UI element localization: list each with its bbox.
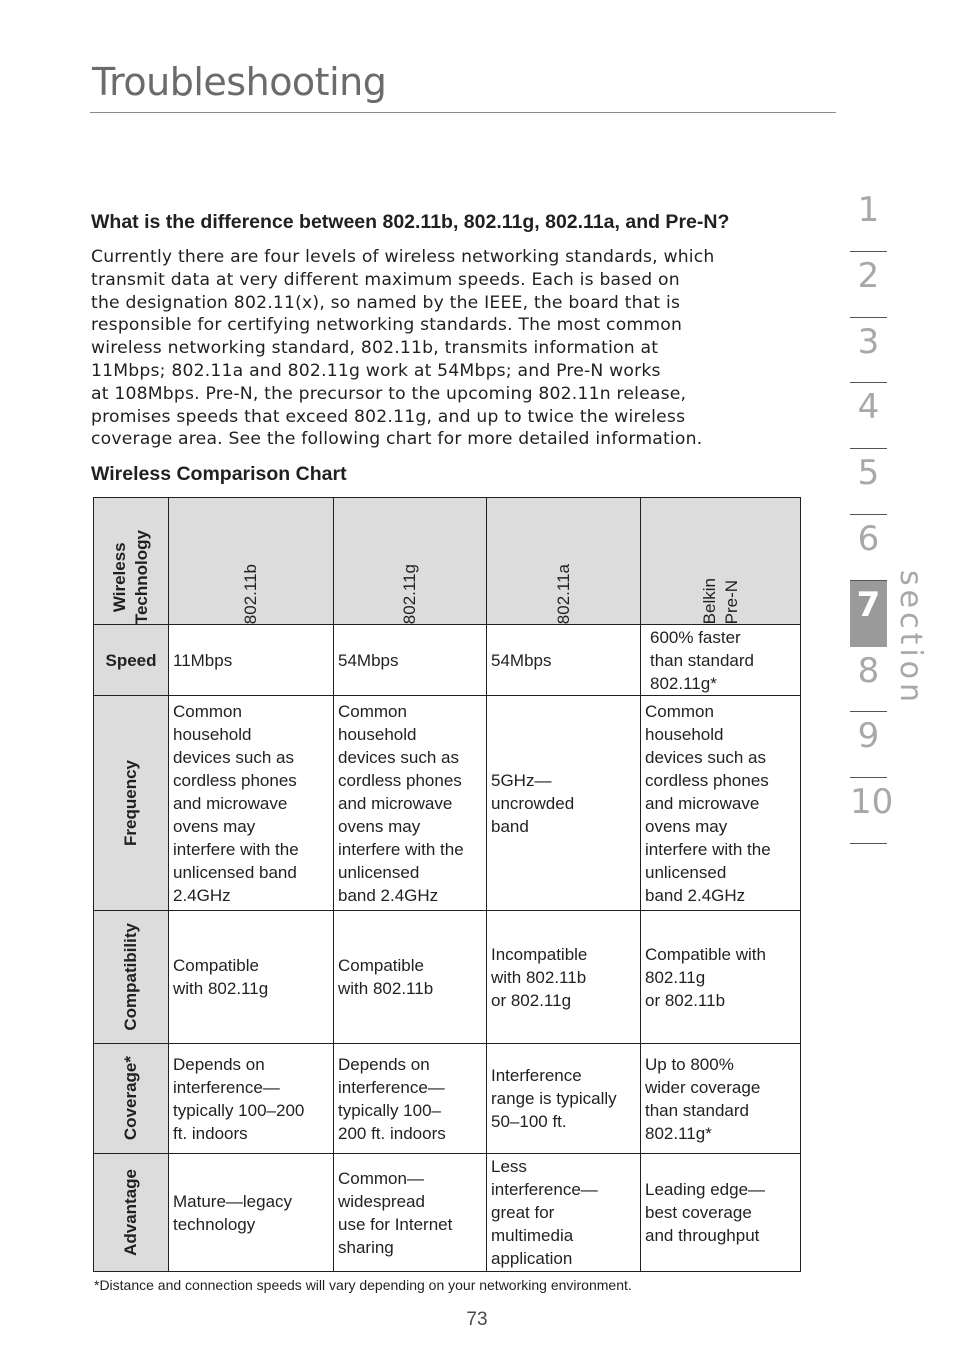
- row-header-compatibility: [94, 911, 169, 1044]
- section-tab-2[interactable]: [850, 252, 887, 318]
- section-nav: [850, 186, 894, 844]
- section-number: 2: [857, 255, 880, 296]
- chart-heading: Wireless Comparison Chart: [91, 463, 347, 485]
- column-header-80211b: [169, 498, 334, 625]
- column-header-label: 802.11g: [400, 563, 419, 624]
- table-cell: Compatible with 802.11g: [169, 911, 334, 1044]
- table-row-coverage: [94, 1044, 801, 1154]
- faq-question: What is the difference between 802.11b, 802.11g, 802.11a, and Pre-N?: [91, 211, 730, 233]
- footnote: *Distance and connection speeds will vary depending on your networking environment.: [94, 1277, 632, 1293]
- table-cell: Common— widespread use for Internet sharing: [334, 1154, 487, 1272]
- column-header-label: 802.11b: [241, 563, 260, 624]
- row-header-label: Coverage*: [121, 1056, 140, 1141]
- table-header-row: [94, 498, 801, 625]
- section-tab-1[interactable]: [850, 186, 887, 252]
- section-divider: [850, 843, 887, 844]
- row-header-label: Frequency: [121, 760, 140, 846]
- section-tab-5[interactable]: [850, 449, 887, 515]
- page-number: 73: [466, 1309, 488, 1330]
- table-row-advantage: [94, 1154, 801, 1272]
- title-divider: [90, 112, 836, 113]
- row-header-label: Compatibility: [121, 923, 140, 1031]
- table-cell: Compatible with 802.11b: [334, 911, 487, 1044]
- row-header-speed: Speed: [94, 625, 169, 696]
- table-cell: Common household devices such as cordless phones and microwave ovens may interfere with the unlicensed band 2.4GHz: [169, 696, 334, 911]
- section-tab-7-active[interactable]: [850, 581, 887, 647]
- section-label: section: [893, 570, 928, 707]
- column-header-label: Belkin Pre-N: [699, 577, 741, 624]
- section-tab-3[interactable]: [850, 318, 887, 384]
- table-row-speed: [94, 625, 801, 696]
- section-number: 1: [857, 190, 880, 230]
- table-cell: Depends on interference— typically 100–200 ft. indoors: [169, 1044, 334, 1154]
- table-cell: Mature—legacy technology: [169, 1154, 334, 1272]
- table-cell: 54Mbps: [334, 625, 487, 696]
- table-cell: Depends on interference— typically 100– 200 ft. indoors: [334, 1044, 487, 1154]
- section-number: 3: [857, 321, 880, 362]
- table-cell: Less interference— great for multimedia application: [487, 1154, 641, 1272]
- table-cell: Up to 800% wider coverage than standard 802.11g*: [641, 1044, 801, 1154]
- table-cell: Interference range is typically 50–100 ft.: [487, 1044, 641, 1154]
- section-tab-6[interactable]: [850, 515, 887, 581]
- column-header-80211a: [487, 498, 641, 625]
- row-header-advantage: [94, 1154, 169, 1272]
- table-cell: Incompatible with 802.11b or 802.11g: [487, 911, 641, 1044]
- table-cell: Leading edge— best coverage and throughput: [641, 1154, 801, 1272]
- section-number: 10: [850, 782, 894, 823]
- section-tab-9[interactable]: [850, 712, 887, 778]
- column-header-label: 802.11a: [553, 563, 573, 624]
- section-number: 5: [857, 453, 880, 494]
- column-header-pre-n: [641, 498, 801, 625]
- row-header-frequency: [94, 696, 169, 911]
- table-cell: Compatible with 802.11g or 802.11b: [641, 911, 801, 1044]
- row-header-label: Advantage: [121, 1169, 140, 1256]
- answer-paragraph: Currently there are four levels of wireless networking standards, which transmit data at very different maximum speeds. Each is based on the designation 802.11(x), so named by the IEEE, the board that is responsible for certifying networking standards. The most common wireless networking standard, 802.11b, transmits information at 11Mbps; 802.11a and 802.11g work at 54Mbps; and Pre-N works at 108Mbps. Pre-N, the precursor to the upcoming 802.11n release, promises speeds that exceed 802.11g, and up to twice the wireless coverage area. See the following chart for more detailed information.: [91, 247, 715, 450]
- wireless-comparison-table: [93, 497, 801, 1272]
- section-tab-10[interactable]: [850, 778, 894, 844]
- section-number: 9: [857, 716, 880, 757]
- table-cell: 5GHz— uncrowded band: [487, 696, 641, 911]
- table-cell: Common household devices such as cordless phones and microwave ovens may interfere with the unlicensed band 2.4GHz: [641, 696, 801, 911]
- table-cell: 54Mbps: [487, 625, 641, 696]
- section-tab-8[interactable]: [850, 647, 887, 713]
- page-title: Troubleshooting: [92, 60, 387, 104]
- table-cell: 11Mbps: [169, 625, 334, 696]
- section-number: 8: [857, 650, 880, 691]
- corner-header-label: Wireless Technology: [110, 529, 151, 624]
- table-cell: 600% faster than standard 802.11g*: [641, 625, 801, 696]
- section-number: 7: [856, 584, 881, 625]
- column-header-80211g: [334, 498, 487, 625]
- section-number: 6: [857, 518, 880, 559]
- table-row-compatibility: [94, 911, 801, 1044]
- section-tab-4[interactable]: [850, 383, 887, 449]
- row-header-coverage: [94, 1044, 169, 1154]
- table-cell: Common household devices such as cordless phones and microwave ovens may interfere with the unlicensed band 2.4GHz: [334, 696, 487, 911]
- section-number: 4: [857, 387, 880, 428]
- table-row-frequency: [94, 696, 801, 911]
- corner-header: [94, 498, 169, 625]
